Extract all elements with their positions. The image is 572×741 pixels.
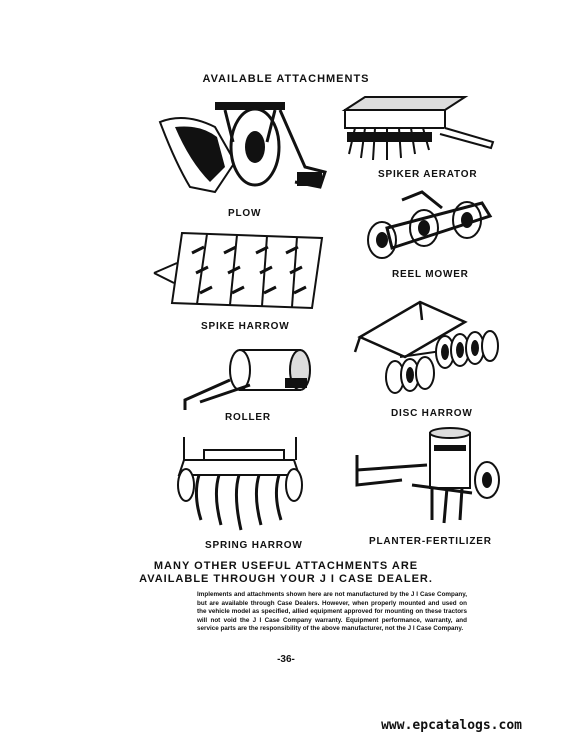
page-title: AVAILABLE ATTACHMENTS: [202, 73, 370, 85]
reel-mower-icon: [362, 188, 497, 266]
page-number: -36-: [277, 654, 295, 665]
attachment-label-spike-harrow: SPIKE HARROW: [201, 321, 290, 332]
disc-harrow-icon: [350, 292, 500, 397]
disclaimer-text: Implements and attachments shown here are not manufactured by the J I Case Company, but are available through Case Dealers. However, when properly mounted and used on the vehicle model as specified, allied equipment approved for mounting on these tractors will not void the J I Case Company warranty. Equipment performance, warranty, and service parts are the responsibility of the above manufacturer, not the J I Case Company.: [197, 591, 467, 633]
attachment-label-plow: PLOW: [228, 208, 262, 219]
spiker-aerator-icon: [335, 92, 495, 167]
attachment-label-disc-harrow: DISC HARROW: [391, 408, 473, 419]
watermark-url: www.epcatalogs.com: [381, 718, 522, 733]
headline-line-1: MANY OTHER USEFUL ATTACHMENTS ARE: [153, 560, 419, 572]
headline-line-2: AVAILABLE THROUGH YOUR J I CASE DEALER.: [139, 573, 433, 585]
attachment-label-reel-mower: REEL MOWER: [392, 269, 469, 280]
roller-icon: [180, 340, 325, 415]
attachment-label-spring-harrow: SPRING HARROW: [205, 540, 303, 551]
attachment-label-planter-fertilizer: PLANTER-FERTILIZER: [369, 536, 492, 547]
planter-fertilizer-icon: [352, 425, 502, 530]
plow-icon: [155, 92, 330, 202]
spring-harrow-icon: [174, 435, 309, 535]
attachment-label-spiker-aerator: SPIKER AERATOR: [378, 169, 478, 180]
attachment-label-roller: ROLLER: [225, 412, 271, 423]
spike-harrow-icon: [152, 228, 327, 313]
